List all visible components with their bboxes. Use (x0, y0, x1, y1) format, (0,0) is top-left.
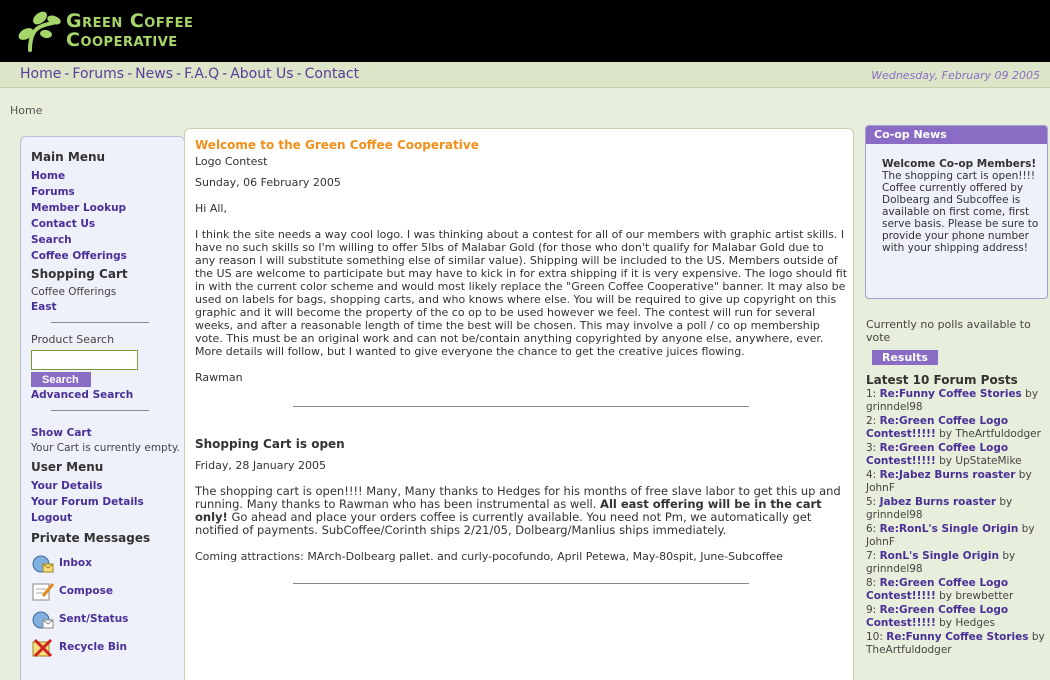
recycle-bin-icon (31, 636, 55, 658)
forum-post-by: by (999, 496, 1013, 508)
divider (51, 322, 149, 323)
main-menu-forums[interactable]: Forums (31, 186, 75, 198)
nav-news[interactable]: News (135, 66, 173, 82)
forum-post-author: JohnF (866, 536, 895, 548)
pm-compose[interactable] (31, 577, 181, 605)
site-header (0, 0, 1050, 62)
article-date: Sunday, 06 February 2005 (195, 176, 341, 189)
sent-status-icon (31, 608, 55, 630)
forum-post-number: 5: (866, 496, 877, 508)
coop-news-title: Co-op News (866, 126, 1047, 144)
forum-post-item (866, 469, 1048, 495)
article-greeting: Hi All, (195, 202, 227, 215)
forum-post-author: brewbetter (955, 590, 1014, 602)
forum-post-author: grinndel98 (866, 563, 923, 575)
nav-separator: - (296, 66, 302, 82)
forum-post-by: by (939, 428, 952, 440)
forum-post-number: 1: (866, 388, 877, 400)
forum-post-author: Hedges (955, 617, 995, 629)
forum-post-number: 6: (866, 523, 877, 535)
forum-post-item (866, 442, 1048, 468)
logo-line-2: Cooperative (66, 29, 178, 51)
left-sidebar (20, 136, 185, 680)
forum-post-link[interactable]: Re:Green Coffee Logo Contest!!!!! (866, 415, 1009, 440)
pm-recycle-label: Recycle Bin (59, 641, 127, 653)
main-menu-contact-us[interactable]: Contact Us (31, 218, 96, 230)
product-search-label: Product Search (31, 333, 115, 346)
nav-separator: - (222, 66, 228, 82)
nav-f-a-q[interactable]: F.A.Q (184, 66, 220, 82)
forum-post-author: TheArtfuldodger (955, 428, 1041, 440)
user-menu-your-details[interactable]: Your Details (31, 480, 103, 492)
nav-separator: - (176, 66, 182, 82)
forum-post-number: 2: (866, 415, 877, 427)
forum-post-link[interactable]: Re:Green Coffee Logo Contest!!!!! (866, 442, 1009, 467)
forum-post-by: by (1031, 631, 1045, 643)
coffee-offerings-label: Coffee Offerings (31, 286, 117, 298)
user-menu-links (31, 478, 181, 526)
forum-post-number: 9: (866, 604, 877, 616)
forum-post-author: TheArtfuldodger (866, 644, 952, 656)
article-body-bold: All east offering will be in the cart only! (195, 497, 822, 524)
pm-sent-label: Sent/Status (59, 613, 129, 625)
coop-news-body: The shopping cart is open!!!! Coffee currently offered by Dolbearg and Subcoffee is available on first come, first serve basis. Please be sure to provide your phone number with your shipping address! (882, 170, 1039, 254)
east-link[interactable]: East (31, 301, 57, 313)
forum-post-number: 7: (866, 550, 877, 562)
nav-contact[interactable]: Contact (304, 66, 360, 82)
forum-post-link[interactable]: RonL's Single Origin (879, 550, 999, 562)
forum-post-by: by (1018, 469, 1032, 481)
article-body-part: Go ahead and place your orders coffee is currently available. You need not Pm, we automatically get notified of payments. SubCoffee/Corinth ships 2/21/05, Dolbearg/Manlius ships immediately. (195, 510, 812, 537)
forum-post-number: 8: (866, 577, 877, 589)
nav-separator: - (127, 66, 133, 82)
nav-about-us[interactable]: About Us (230, 66, 294, 82)
pm-recycle-bin[interactable] (31, 633, 181, 661)
logo-line-1: Green Coffee (66, 10, 194, 32)
forum-post-by: by (1002, 550, 1016, 562)
forum-post-number: 10: (866, 631, 883, 643)
right-sidebar (866, 318, 1048, 657)
site-logo-text[interactable] (66, 12, 193, 50)
forum-post-author: grinndel98 (866, 401, 923, 413)
forum-post-link[interactable]: Re:Funny Coffee Stories (886, 631, 1029, 643)
top-navigation (0, 62, 1050, 88)
search-button[interactable]: Search (31, 372, 91, 387)
nav-forums[interactable]: Forums (72, 66, 125, 82)
forum-post-link[interactable]: Jabez Burns roaster (879, 496, 997, 508)
inbox-icon (31, 552, 55, 574)
coffee-plant-logo-icon (16, 10, 62, 52)
user-menu-logout[interactable]: Logout (31, 512, 73, 524)
forum-post-link[interactable]: Re:Green Coffee Logo Contest!!!!! (866, 577, 1009, 602)
nav-separator: - (64, 66, 70, 82)
polls-text: Currently no polls available to vote (866, 318, 1031, 344)
user-menu-your-forum-details[interactable]: Your Forum Details (31, 496, 144, 508)
forum-post-number: 3: (866, 442, 877, 454)
forum-post-by: by (1025, 388, 1039, 400)
forum-post-item (866, 577, 1048, 603)
coop-news-heading: Welcome Co-op Members! (882, 158, 1037, 170)
compose-icon (31, 580, 55, 602)
main-menu-member-lookup[interactable]: Member Lookup (31, 202, 127, 214)
divider (51, 410, 149, 411)
pm-compose-label: Compose (59, 585, 113, 597)
advanced-search-link[interactable]: Advanced Search (31, 389, 134, 401)
forum-post-author: JohnF (866, 482, 895, 494)
forum-post-number: 4: (866, 469, 877, 481)
forum-posts-list (866, 388, 1048, 657)
main-menu-coffee-offerings[interactable]: Coffee Offerings (31, 250, 127, 262)
cart-empty-text: Your Cart is currently empty. (31, 442, 180, 454)
main-menu-search[interactable]: Search (31, 234, 72, 246)
forum-post-by: by (939, 617, 952, 629)
private-messages-title: Private Messages (31, 531, 151, 545)
forum-post-author: UpStateMike (955, 455, 1022, 467)
main-menu-title: Main Menu (31, 150, 106, 164)
user-menu-title: User Menu (31, 460, 104, 474)
results-button[interactable]: Results (872, 350, 938, 365)
forum-post-link[interactable]: Re:Green Coffee Logo Contest!!!!! (866, 604, 1009, 629)
current-date: Wednesday, February 09 2005 (871, 69, 1040, 82)
breadcrumb: Home (10, 104, 43, 117)
article-title[interactable]: Shopping Cart is open (195, 437, 345, 451)
forum-post-item (866, 604, 1048, 630)
nav-home[interactable]: Home (20, 66, 62, 82)
article-body-part: The shopping cart is open!!!! Many, Many thanks to Hedges for his months of free slave labor to get this up and running. Many thanks to Rawman who has been instrumental as well. (195, 484, 841, 511)
forum-post-author: grinndel98 (866, 509, 923, 521)
forum-posts-title: Latest 10 Forum Posts (866, 373, 1018, 387)
article-divider (293, 583, 749, 584)
main-menu-home[interactable]: Home (31, 170, 66, 182)
forum-post-item (866, 550, 1048, 576)
forum-post-item (866, 415, 1048, 441)
forum-post-by: by (1021, 523, 1035, 535)
pm-inbox-label: Inbox (59, 557, 92, 569)
article-subtitle: Logo Contest (195, 155, 268, 168)
forum-post-by: by (939, 455, 952, 467)
show-cart-link[interactable]: Show Cart (31, 427, 92, 439)
forum-post-item (866, 388, 1048, 414)
article-title[interactable]: Welcome to the Green Coffee Cooperative (195, 138, 479, 152)
pm-inbox[interactable] (31, 549, 181, 577)
forum-post-item (866, 631, 1048, 657)
article-signature: Rawman (195, 371, 243, 384)
forum-post-item (866, 523, 1048, 549)
article-date: Friday, 28 January 2005 (195, 459, 327, 472)
nav-links (20, 66, 359, 82)
article-coming-attractions: Coming attractions: MArch-Dolbearg pallet. and curly-pocofundo, April Petewa, May-80spit, June-Subcoffee (195, 550, 783, 563)
article-body (195, 485, 847, 537)
main-menu-links (31, 168, 181, 264)
forum-post-by: by (939, 590, 952, 602)
forum-post-link[interactable]: Re:RonL's Single Origin (879, 523, 1019, 535)
shopping-cart-title: Shopping Cart (31, 267, 128, 281)
coop-news-box (865, 125, 1048, 299)
pm-sent-status[interactable] (31, 605, 181, 633)
forum-post-link[interactable]: Re:Funny Coffee Stories (879, 388, 1022, 400)
forum-post-item (866, 496, 1048, 522)
main-content (184, 128, 854, 680)
article-body: I think the site needs a way cool logo. I was thinking about a contest for all of our members with graphic artist skills. I have no such skills so I'm willing to offer 5lbs of Malabar Gold (for those who don't qualify for Malabar Gold due to any reason I will substitute something else of similar value). Shipping will be included to the US. Members outside of the US are welcome to participate but may have to kick in for extra shipping if it is very expensive. The logo should fit in with the current color scheme and would most likely replace the "Green Coffee Cooperative" banner. It may also be used on labels for bags, shopping carts, and who knows where else. You will be required to give up copyright on this graphic and it will become the property of the co op to be used however we feel. The contest will run for several weeks, and after a reasonable length of time the best will be chosen. This may involve a poll / co op membership vote. This must be an original work and can not be/contain anything copyrighted by anyone else, anywhere, ever. More details will follow, but I wanted to give everyone the chance to get the creative juices flowing. (195, 228, 848, 358)
article-divider (293, 406, 749, 407)
forum-post-link[interactable]: Re:Jabez Burns roaster (879, 469, 1016, 481)
product-search-input[interactable] (31, 350, 138, 370)
